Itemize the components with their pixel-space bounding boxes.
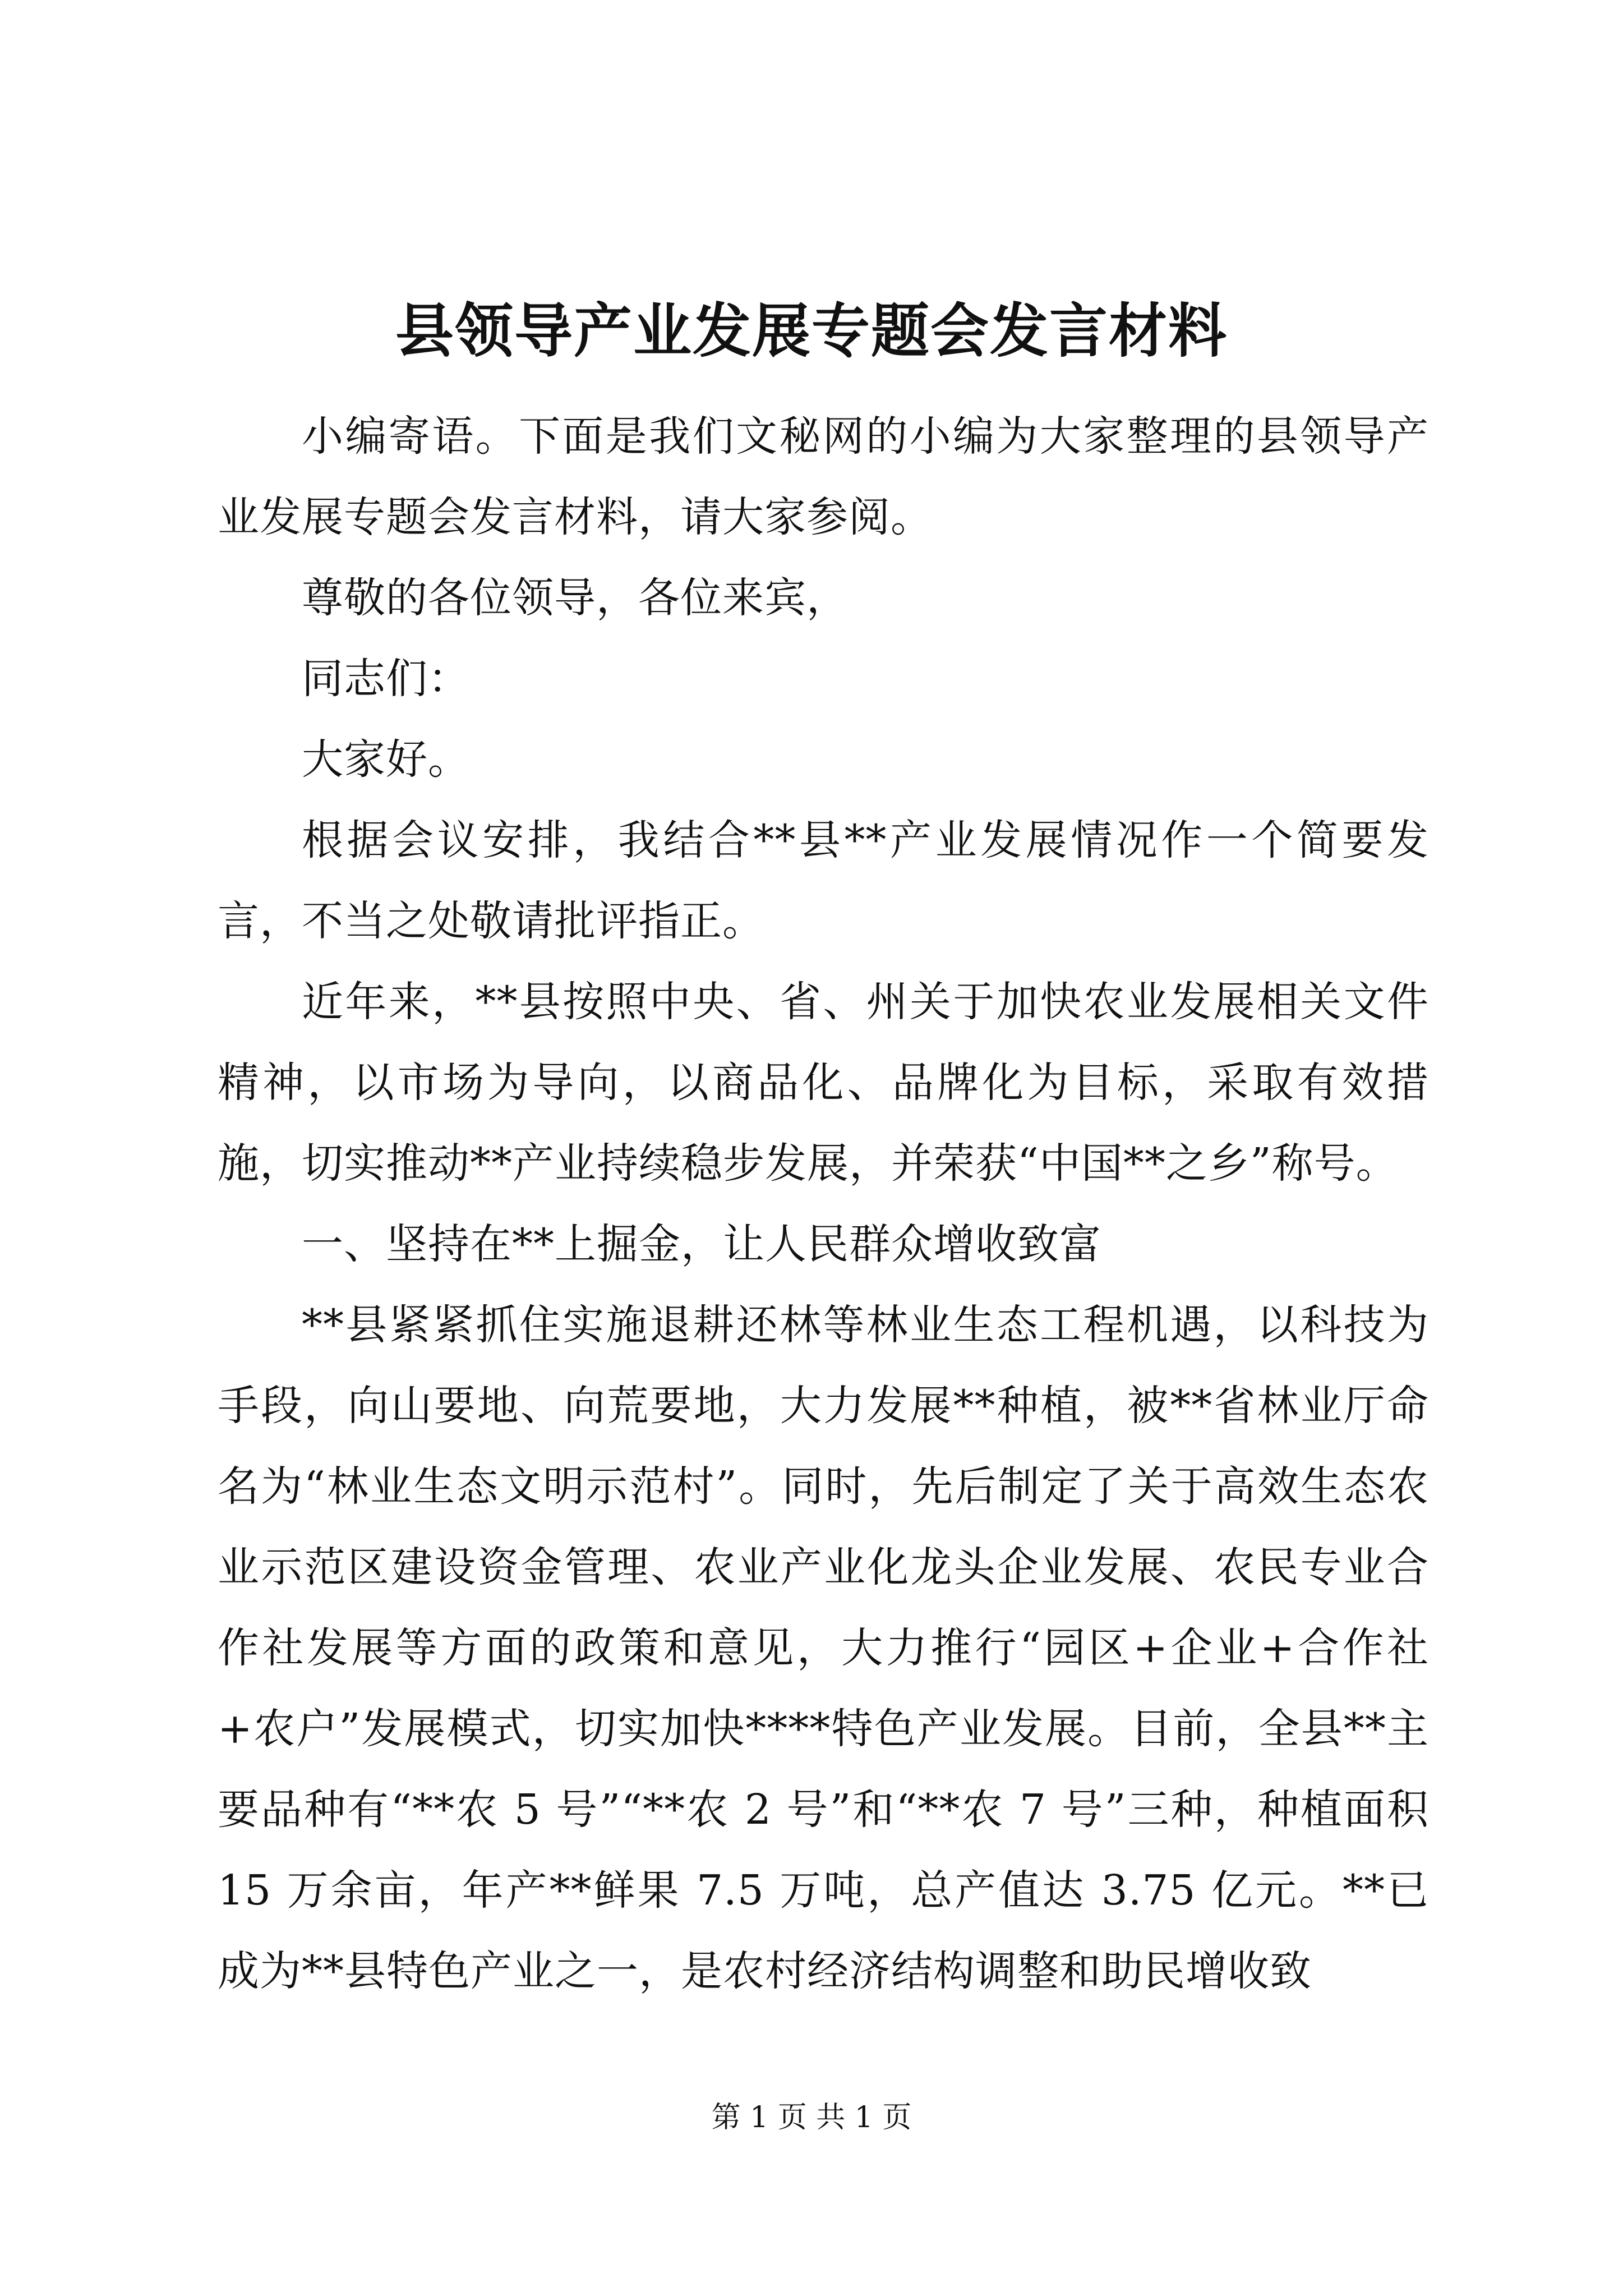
- paragraph-overview: 近年来，**县按照中央、省、州关于加快农业发展相关文件精神，以市场为导向，以商品化、品牌化为目标，采取有效措施，切实推动**产业持续稳步发展，并荣获“中国**之乡”称号。: [218, 978, 1429, 1188]
- document-title: 县领导产业发展专题会发言材料: [395, 296, 1228, 365]
- page-footer: 第 1 页 共 1 页: [711, 2101, 912, 2134]
- paragraph-salutation: 尊敬的各位领导，各位来宾，: [302, 574, 849, 622]
- paragraph-greeting: 大家好。: [302, 735, 470, 784]
- document-body: [218, 396, 1429, 2012]
- paragraph-address: 同志们：: [302, 655, 470, 703]
- paragraph-intro: 小编寄语。下面是我们文秘网的小编为大家整理的县领导产业发展专题会发言材料，请大家参阅。: [218, 412, 1429, 541]
- paragraph-section-1: **县紧紧抓住实施退耕还林等林业生态工程机遇，以科技为手段，向山要地、向荒要地，大力发展**种植，被**省林业厅命名为“林业生态文明示范村”。同时，先后制定了关于高效生态农业示范区建设资金管理、农业产业化龙头企业发展、农民专业合作社发展等方面的政策和意见，大力推行“园区+企业+合作社+农户”发展模式，切实加快****特色产业发展。目前，全县**主要品种有“**农 5 号”“**农 2 号”和“**农 7 号”三种，种植面积 15 万余亩，年产**鲜果 7.5 万吨，总产值达 3.75 亿元。**已成为**县特色产业之一，是农村经济结构调整和助民增收致: [218, 1301, 1429, 1995]
- section-heading-1: 一、坚持在**上掘金，让人民群众增收致富: [302, 1220, 1101, 1268]
- paragraph-opening: 根据会议安排，我结合**县**产业发展情况作一个简要发言，不当之处敬请批评指正。: [218, 816, 1429, 945]
